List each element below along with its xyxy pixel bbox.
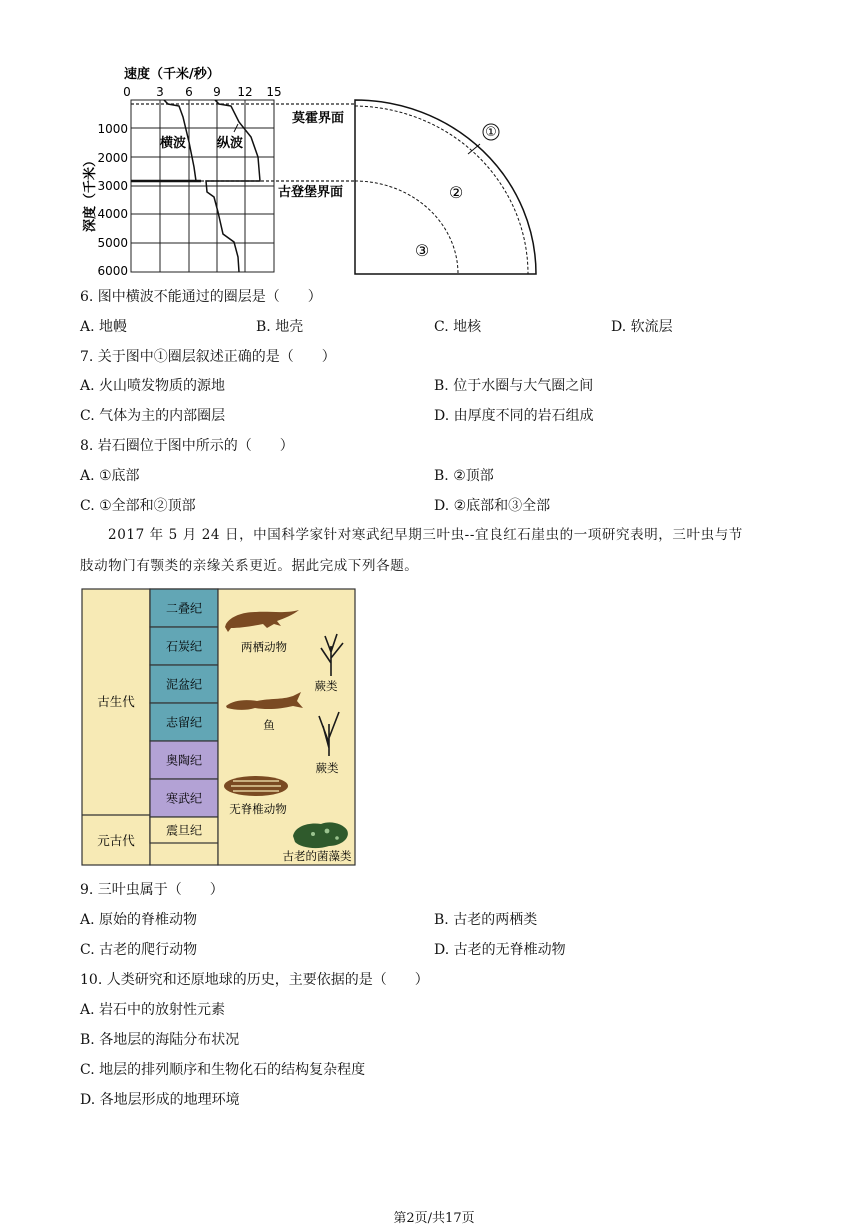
passage-line-1: 2017 年 5 月 24 日，中国科学家针对寒武纪早期三叶虫--宜良红石崖虫的一项研究表明，三叶虫与节 [108,527,743,543]
life-label-invertebrate: 无脊椎动物 [229,802,287,816]
question-8-stem: 8. 岩石圈位于图中所示的（ ） [80,438,294,454]
q10-option-a: A. 岩石中的放射性元素 [80,1002,226,1018]
depth-axis-label: 深度（千米） [83,153,98,232]
x-tick: 9 [213,85,221,99]
trilobite-fossil-icon [224,776,288,796]
x-tick: 15 [266,85,282,99]
period-label: 震旦纪 [165,823,203,838]
question-9-stem: 9. 三叶虫属于（ ） [80,882,224,898]
geologic-time-table [81,588,357,868]
period-label: 石炭纪 [165,639,203,654]
seismic-wave-figure [76,62,556,282]
question-7-stem: 7. 关于图中①圈层叙述正确的是（ ） [80,349,336,365]
life-label-algae: 古老的菌藻类 [282,849,352,863]
q8-option-b: B. ②顶部 [434,468,494,484]
q9-option-c: C. 古老的爬行动物 [80,942,198,958]
q7-option-d: D. 由厚度不同的岩石组成 [434,408,594,424]
question-6-stem: 6. 图中横波不能通过的圈层是（ ） [80,289,322,305]
page-number: 第2页/共17页 [393,1211,475,1226]
layer-label-core: ③ [414,241,430,260]
life-label-fern-1: 蕨类 [314,679,338,693]
life-label-fish: 鱼 [263,718,275,732]
chart-grid [131,100,274,272]
y-tick: 6000 [97,264,128,278]
period-label: 二叠纪 [165,601,203,616]
x-tick: 6 [185,85,193,99]
speed-axis-title: 速度（千米/秒） [124,67,220,82]
s-wave-label: 横波 [160,136,187,151]
era-proterozoic: 元古代 [97,833,135,848]
x-tick: 12 [237,85,253,99]
q9-option-b: B. 古老的两栖类 [434,912,538,928]
era-paleozoic: 古生代 [97,694,135,709]
q10-option-d: D. 各地层形成的地理环境 [80,1092,240,1108]
period-label: 泥盆纪 [165,677,203,692]
reading-passage [80,520,790,582]
life-label-fern-2: 蕨类 [315,761,339,775]
earth-section-diagram [355,100,536,274]
q7-option-c: C. 气体为主的内部圈层 [80,408,226,424]
y-tick: 2000 [97,151,128,165]
p-wave-label: 纵波 [217,136,244,151]
y-tick: 1000 [97,122,128,136]
q8-option-d: D. ②底部和③全部 [434,498,551,514]
y-tick: 5000 [97,236,128,250]
period-label: 奥陶纪 [165,753,203,768]
gutenberg-label: 古登堡界面 [278,185,344,200]
question-10-stem: 10. 人类研究和还原地球的历史，主要依据的是（ ） [80,972,429,988]
q6-option-c: C. 地核 [434,319,482,335]
q6-option-d: D. 软流层 [611,319,673,335]
passage-line-2: 肢动物门有颚类的亲缘关系更近。据此完成下列各题。 [80,558,419,574]
period-label: 志留纪 [165,715,203,730]
moho-label: 莫霍界面 [292,111,345,126]
q10-option-c: C. 地层的排列顺序和生物化石的结构复杂程度 [80,1062,366,1078]
q10-option-b: B. 各地层的海陆分布状况 [80,1032,240,1048]
q9-option-a: A. 原始的脊椎动物 [80,912,198,928]
x-tick: 0 [123,85,131,99]
y-tick: 4000 [97,207,128,221]
q8-option-c: C. ①全部和②顶部 [80,498,196,514]
q9-option-d: D. 古老的无脊椎动物 [434,942,566,958]
x-tick: 3 [156,85,164,99]
y-tick: 3000 [97,179,128,193]
q8-option-a: A. ①底部 [80,468,140,484]
q6-option-b: B. 地壳 [256,319,304,335]
q7-option-b: B. 位于水圈与大气圈之间 [434,378,594,394]
life-label-amphibian: 两栖动物 [241,640,287,654]
layer-label-mantle: ② [448,183,464,202]
q6-option-a: A. 地幔 [80,319,128,335]
period-label: 寒武纪 [165,791,203,806]
q7-option-a: A. 火山喷发物质的源地 [80,378,226,394]
layer-label-crust: ① [485,125,497,140]
